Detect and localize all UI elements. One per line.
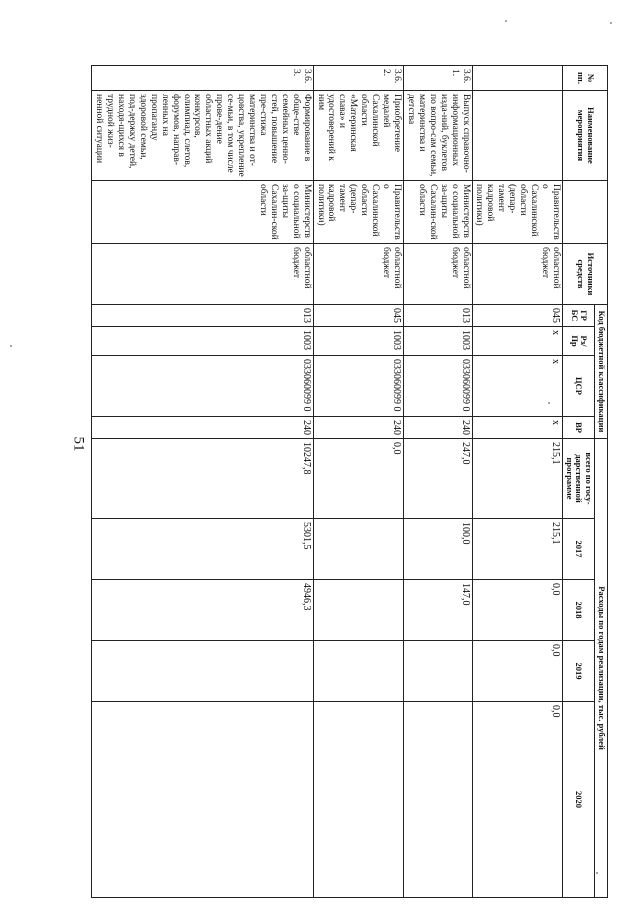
table-row — [472, 66, 562, 898]
header-num: № пп. — [562, 66, 607, 91]
cell-2019 — [404, 641, 473, 702]
cell-num: 3.6. 1. — [404, 66, 473, 91]
cell-rzpr: 1003 — [92, 327, 313, 356]
header-total: всего по госу-дарственной программе — [562, 439, 594, 519]
header-2018: 2018 — [562, 580, 594, 641]
header-name: Наименование мероприятия — [562, 91, 607, 181]
cell-total: 10247,8 — [92, 439, 313, 519]
cell-name — [472, 91, 562, 181]
cell-num — [472, 66, 562, 91]
header-budget-class: Код бюджетной классификации — [595, 305, 608, 439]
cell-vr: 240 — [313, 417, 403, 439]
header-vr: ВР — [562, 417, 594, 439]
cell-source: областной бюджет — [472, 244, 562, 305]
cell-grbs: 045 — [313, 305, 403, 327]
cell-executor: Министерство социальной за-щиты Сахалин-ской области — [92, 181, 313, 244]
cell-grbs: 013 — [92, 305, 313, 327]
header-row-1 — [595, 66, 608, 898]
scan-speck — [10, 345, 12, 347]
cell-rzpr: 1003 — [313, 327, 403, 356]
cell-source: областной бюджет — [92, 244, 313, 305]
header-expenses: Расходы по годам реализации, тыс. рублей — [595, 439, 608, 898]
budget-table — [91, 65, 608, 898]
cell-total: 247,0 — [404, 439, 473, 519]
cell-name: Выпуск справочно-информационных изда-ний, буклетов по вопро-сам семьи, материнства и детства — [404, 91, 473, 181]
cell-2018: 0,0 — [472, 580, 562, 641]
scan-speck — [548, 402, 550, 404]
cell-2017: 100,0 — [404, 519, 473, 580]
cell-2017: 215,1 — [472, 519, 562, 580]
cell-total: 215,1 — [472, 439, 562, 519]
cell-2017 — [313, 519, 403, 580]
header-2020: 2020 — [562, 702, 594, 898]
cell-2018: 4946,3 — [92, 580, 313, 641]
cell-total: 0,0 — [313, 439, 403, 519]
scan-speck — [505, 20, 507, 22]
cell-2020 — [92, 702, 313, 898]
table-row — [92, 66, 313, 898]
header-csr: ЦСР — [562, 356, 594, 417]
cell-2019 — [92, 641, 313, 702]
rotated-table-wrapper — [94, 65, 608, 897]
cell-executor: Правительство Сахалинской области (депар-тамент кадровой политики) — [472, 181, 562, 244]
cell-2020: 0,0 — [472, 702, 562, 898]
cell-csr: 033060099 0 — [92, 356, 313, 417]
cell-2018 — [313, 580, 403, 641]
cell-grbs: 013 — [404, 305, 473, 327]
cell-vr: 240 — [404, 417, 473, 439]
scan-speck — [610, 22, 612, 24]
table-row — [404, 66, 473, 898]
cell-source: областной бюджет — [313, 244, 403, 305]
table-row — [313, 66, 403, 898]
cell-executor: Министерство социальной за-щиты Сахалин-ской области — [404, 181, 473, 244]
cell-num: 3.6. 3. — [92, 66, 313, 91]
header-source: Источники средств — [562, 244, 607, 305]
cell-rzpr: x — [472, 327, 562, 356]
header-2019: 2019 — [562, 641, 594, 702]
cell-source: областной бюджет — [404, 244, 473, 305]
cell-2018: 147,0 — [404, 580, 473, 641]
cell-csr: x — [472, 356, 562, 417]
header-rzpr: Рз/ Пр — [562, 327, 594, 356]
cell-2019: 0,0 — [472, 641, 562, 702]
cell-num: 3.6. 2. — [313, 66, 403, 91]
header-executor — [562, 181, 607, 244]
cell-2020 — [313, 702, 403, 898]
cell-vr: 240 — [92, 417, 313, 439]
cell-rzpr: 1003 — [404, 327, 473, 356]
scan-speck — [596, 872, 598, 874]
cell-csr: 033060099 0 — [313, 356, 403, 417]
cell-name: Формирование в обще-стве семейных ценно-стей, повышение пре-стижа материнства и от-цовства, укрепление се-мьи, в том числе прове-дение областных акций конкурсов, олимпиад, слетов, форумов, направ-ленных на пропаганду здоровой семьи, под-держку детей, находя-щихся в трудной жиз-ненной ситуации — [92, 91, 313, 181]
cell-2020 — [404, 702, 473, 898]
cell-2017: 5301,5 — [92, 519, 313, 580]
cell-grbs: 045 — [472, 305, 562, 327]
header-2017: 2017 — [562, 519, 594, 580]
cell-2019 — [313, 641, 403, 702]
cell-vr: x — [472, 417, 562, 439]
header-grbs: ГРБС — [562, 305, 594, 327]
cell-executor: Правительство Сахалинской области (депар-тамент кадровой политики) — [313, 181, 403, 244]
page-number: 51 — [70, 436, 87, 452]
cell-name: Приобретение медалей Сахалинской области «Материнская слава» и удостоверений к ним — [313, 91, 403, 181]
cell-csr: 033060099 0 — [404, 356, 473, 417]
